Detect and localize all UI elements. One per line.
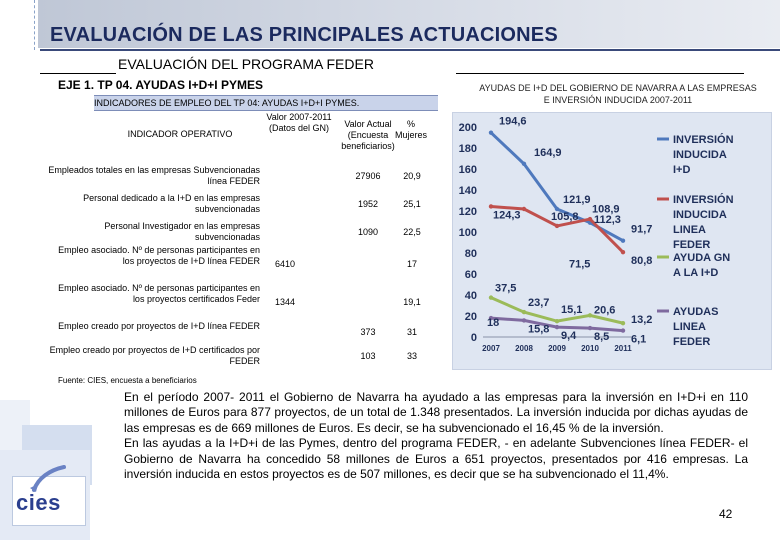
data-label: 108,9 [592, 203, 620, 216]
logo-text: cies [16, 490, 61, 515]
table-row-label: Empleo asociado. Nº de personas participantes en los proyectos de I+D línea FEDER [58, 245, 260, 266]
data-label: 9,4 [561, 330, 577, 343]
subtitle-line-left [40, 73, 116, 74]
series-point [489, 130, 493, 134]
table-cell-valor-actual: 1952 [357, 199, 379, 209]
table-cell-pct: 19,1 [403, 297, 421, 307]
y-tick-label: 100 [458, 227, 477, 239]
table-cell-valor-actual: 1090 [357, 227, 379, 237]
series-point [489, 204, 493, 208]
series-point [588, 217, 592, 221]
series-point [621, 239, 625, 243]
data-label: 164,9 [534, 146, 562, 159]
legend-label: LINEA [673, 224, 706, 236]
series-point [588, 326, 592, 330]
table-cell-pct: 20,9 [403, 171, 421, 181]
data-label: 18 [487, 317, 500, 330]
header-valor-actual: Valor Actual (Encuesta beneficiarios) [341, 119, 395, 151]
series-point [621, 321, 625, 325]
page-number: 42 [719, 507, 733, 521]
table-cell-pct: 25,1 [403, 199, 421, 209]
table-cell-pct: 22,5 [403, 227, 421, 237]
x-tick-label: 2008 [515, 344, 533, 353]
table-cell-pct: 17 [406, 259, 417, 269]
legend-label: INDUCIDA [673, 149, 727, 161]
section-eje: EJE 1. TP 04. AYUDAS I+D+I PYMES [58, 78, 263, 92]
chart-panel [452, 112, 772, 370]
data-label: 80,8 [631, 255, 653, 268]
data-label: 6,1 [631, 333, 647, 346]
table-row-label: Personal dedicado a la I+D en las empresas subvencionadas [83, 193, 260, 214]
title-underline [40, 49, 780, 51]
series-point [555, 319, 559, 323]
y-tick-label: 180 [458, 143, 477, 155]
logo-panel [0, 380, 108, 540]
table-source: Fuente: CIES, encuesta a beneficiarios [58, 376, 197, 385]
subtitle: EVALUACIÓN DEL PROGRAMA FEDER [118, 56, 374, 72]
table-row-label: Empleo asociado. Nº de personas participantes en los proyectos certificados Feder [58, 283, 260, 304]
legend-label: AYUDA GN [673, 252, 731, 264]
series-point [555, 325, 559, 329]
legend-label: INVERSIÓN [673, 194, 734, 206]
x-tick-label: 2010 [581, 344, 599, 353]
x-tick-label: 2007 [482, 344, 500, 353]
y-tick-label: 80 [464, 248, 477, 260]
subtitle-row [40, 56, 745, 76]
data-label: 194,6 [499, 115, 527, 128]
data-label: 112,3 [594, 214, 621, 227]
x-tick-label: 2009 [548, 344, 566, 353]
header-accent [28, 0, 35, 50]
data-label: 37,5 [495, 282, 517, 295]
series-point [621, 328, 625, 332]
indicators-table [48, 95, 438, 371]
legend-label: I+D [673, 164, 691, 176]
data-label: 15,1 [561, 304, 583, 317]
table-cell-valor-actual: 373 [360, 327, 376, 337]
header-pct-mujeres: % Mujeres [394, 119, 427, 140]
legend-label: AYUDAS [673, 306, 719, 318]
data-label: 13,2 [631, 314, 653, 327]
legend-label: INDUCIDA [673, 209, 727, 221]
table-title-text: INDICADORES DE EMPLEO DEL TP 04: AYUDAS I+D+I PYMES. [94, 98, 360, 108]
y-tick-label: 40 [464, 290, 477, 302]
data-label: 20,6 [594, 304, 616, 317]
y-tick-label: 60 [464, 269, 477, 281]
series-point [489, 295, 493, 299]
table-cell-valor-actual: 27906 [355, 171, 381, 181]
y-tick-label: 120 [458, 206, 477, 218]
table-row-label: Empleados totales en las empresas Subvencionadas línea FEDER [48, 165, 260, 186]
data-label: 15,8 [528, 323, 550, 336]
chart-caption: AYUDAS DE I+D DEL GOBIERNO DE NAVARRA A LAS EMPRESAS E INVERSIÓN INDUCIDA 2007-2011 [479, 83, 757, 105]
legend-label: FEDER [673, 239, 711, 251]
y-tick-label: 160 [458, 164, 477, 176]
series-point [621, 250, 625, 254]
data-label: 91,7 [631, 223, 653, 236]
y-tick-label: 200 [458, 122, 477, 134]
table-row-label: Personal Investigador en las empresas subvencionadas [104, 221, 260, 242]
legend-label: FEDER [673, 336, 711, 348]
data-label: 8,5 [594, 331, 610, 344]
table-cell-pct: 33 [406, 351, 417, 361]
x-tick-label: 2011 [614, 344, 632, 353]
series-point [522, 318, 526, 322]
legend-label: A LA I+D [673, 267, 719, 279]
subtitle-line-right [456, 73, 744, 74]
y-tick-label: 140 [458, 185, 477, 197]
header-valor-2007-2011: Valor 2007-2011 (Datos del GN) [266, 112, 332, 133]
page-title: EVALUACIÓN DE LAS PRINCIPALES ACTUACIONES [50, 24, 558, 46]
series-point [522, 207, 526, 211]
body-paragraph-1: En el período 2007- 2011 el Gobierno de Navarra ha ayudado a las empresas para la inversión en I+D+i en 110 millones de Euros para 877 proyectos, de un total de 1.348 presentados. La inversión inducida por dichas ayudas de las empresas es de 669 millones de Euros. Es decir, se ha subvencionado el 16,45 % de la inversión. [124, 390, 748, 435]
series-point [522, 162, 526, 166]
body-text [124, 390, 748, 482]
data-label: 23,7 [528, 297, 550, 310]
legend-label: LINEA [673, 321, 706, 333]
data-label: 105,8 [551, 210, 579, 223]
y-tick-label: 20 [464, 311, 477, 323]
table-cell-valor-actual: 103 [360, 351, 376, 361]
legend-label: INVERSIÓN [673, 134, 734, 146]
body-paragraph-2: En las ayudas a la I+D+i de las Pymes, dentro del programa FEDER, - en adelante Subvenciones línea FEDER- el Gobierno de Navarra ha concedido 58 millones de Euros a 651 proyectos, presentados por 416 empresas. La inversión inducida en estos proyectos es de 507 millones, es decir que se ha subvencionado el 11,4%. [124, 436, 748, 482]
table-cell-valor-2007-2011: 6410 [274, 259, 296, 269]
series-point [555, 224, 559, 228]
data-label: 121,9 [563, 194, 591, 207]
series-point [522, 310, 526, 314]
table-row-label: Empleo creado por proyectos de I+D línea FEDER [58, 321, 260, 331]
data-label: 71,5 [569, 258, 591, 271]
table-title [94, 95, 438, 111]
line-chart [453, 113, 771, 369]
data-label: 124,3 [493, 209, 521, 222]
series-point [588, 313, 592, 317]
y-tick-label: 0 [470, 332, 477, 344]
table-cell-valor-2007-2011: 1344 [274, 297, 296, 307]
table-row-label: Empleo creado por proyectos de I+D certificados por FEDER [49, 345, 260, 366]
header-indicator: INDICADOR OPERATIVO [127, 129, 233, 139]
table-cell-pct: 31 [406, 327, 417, 337]
